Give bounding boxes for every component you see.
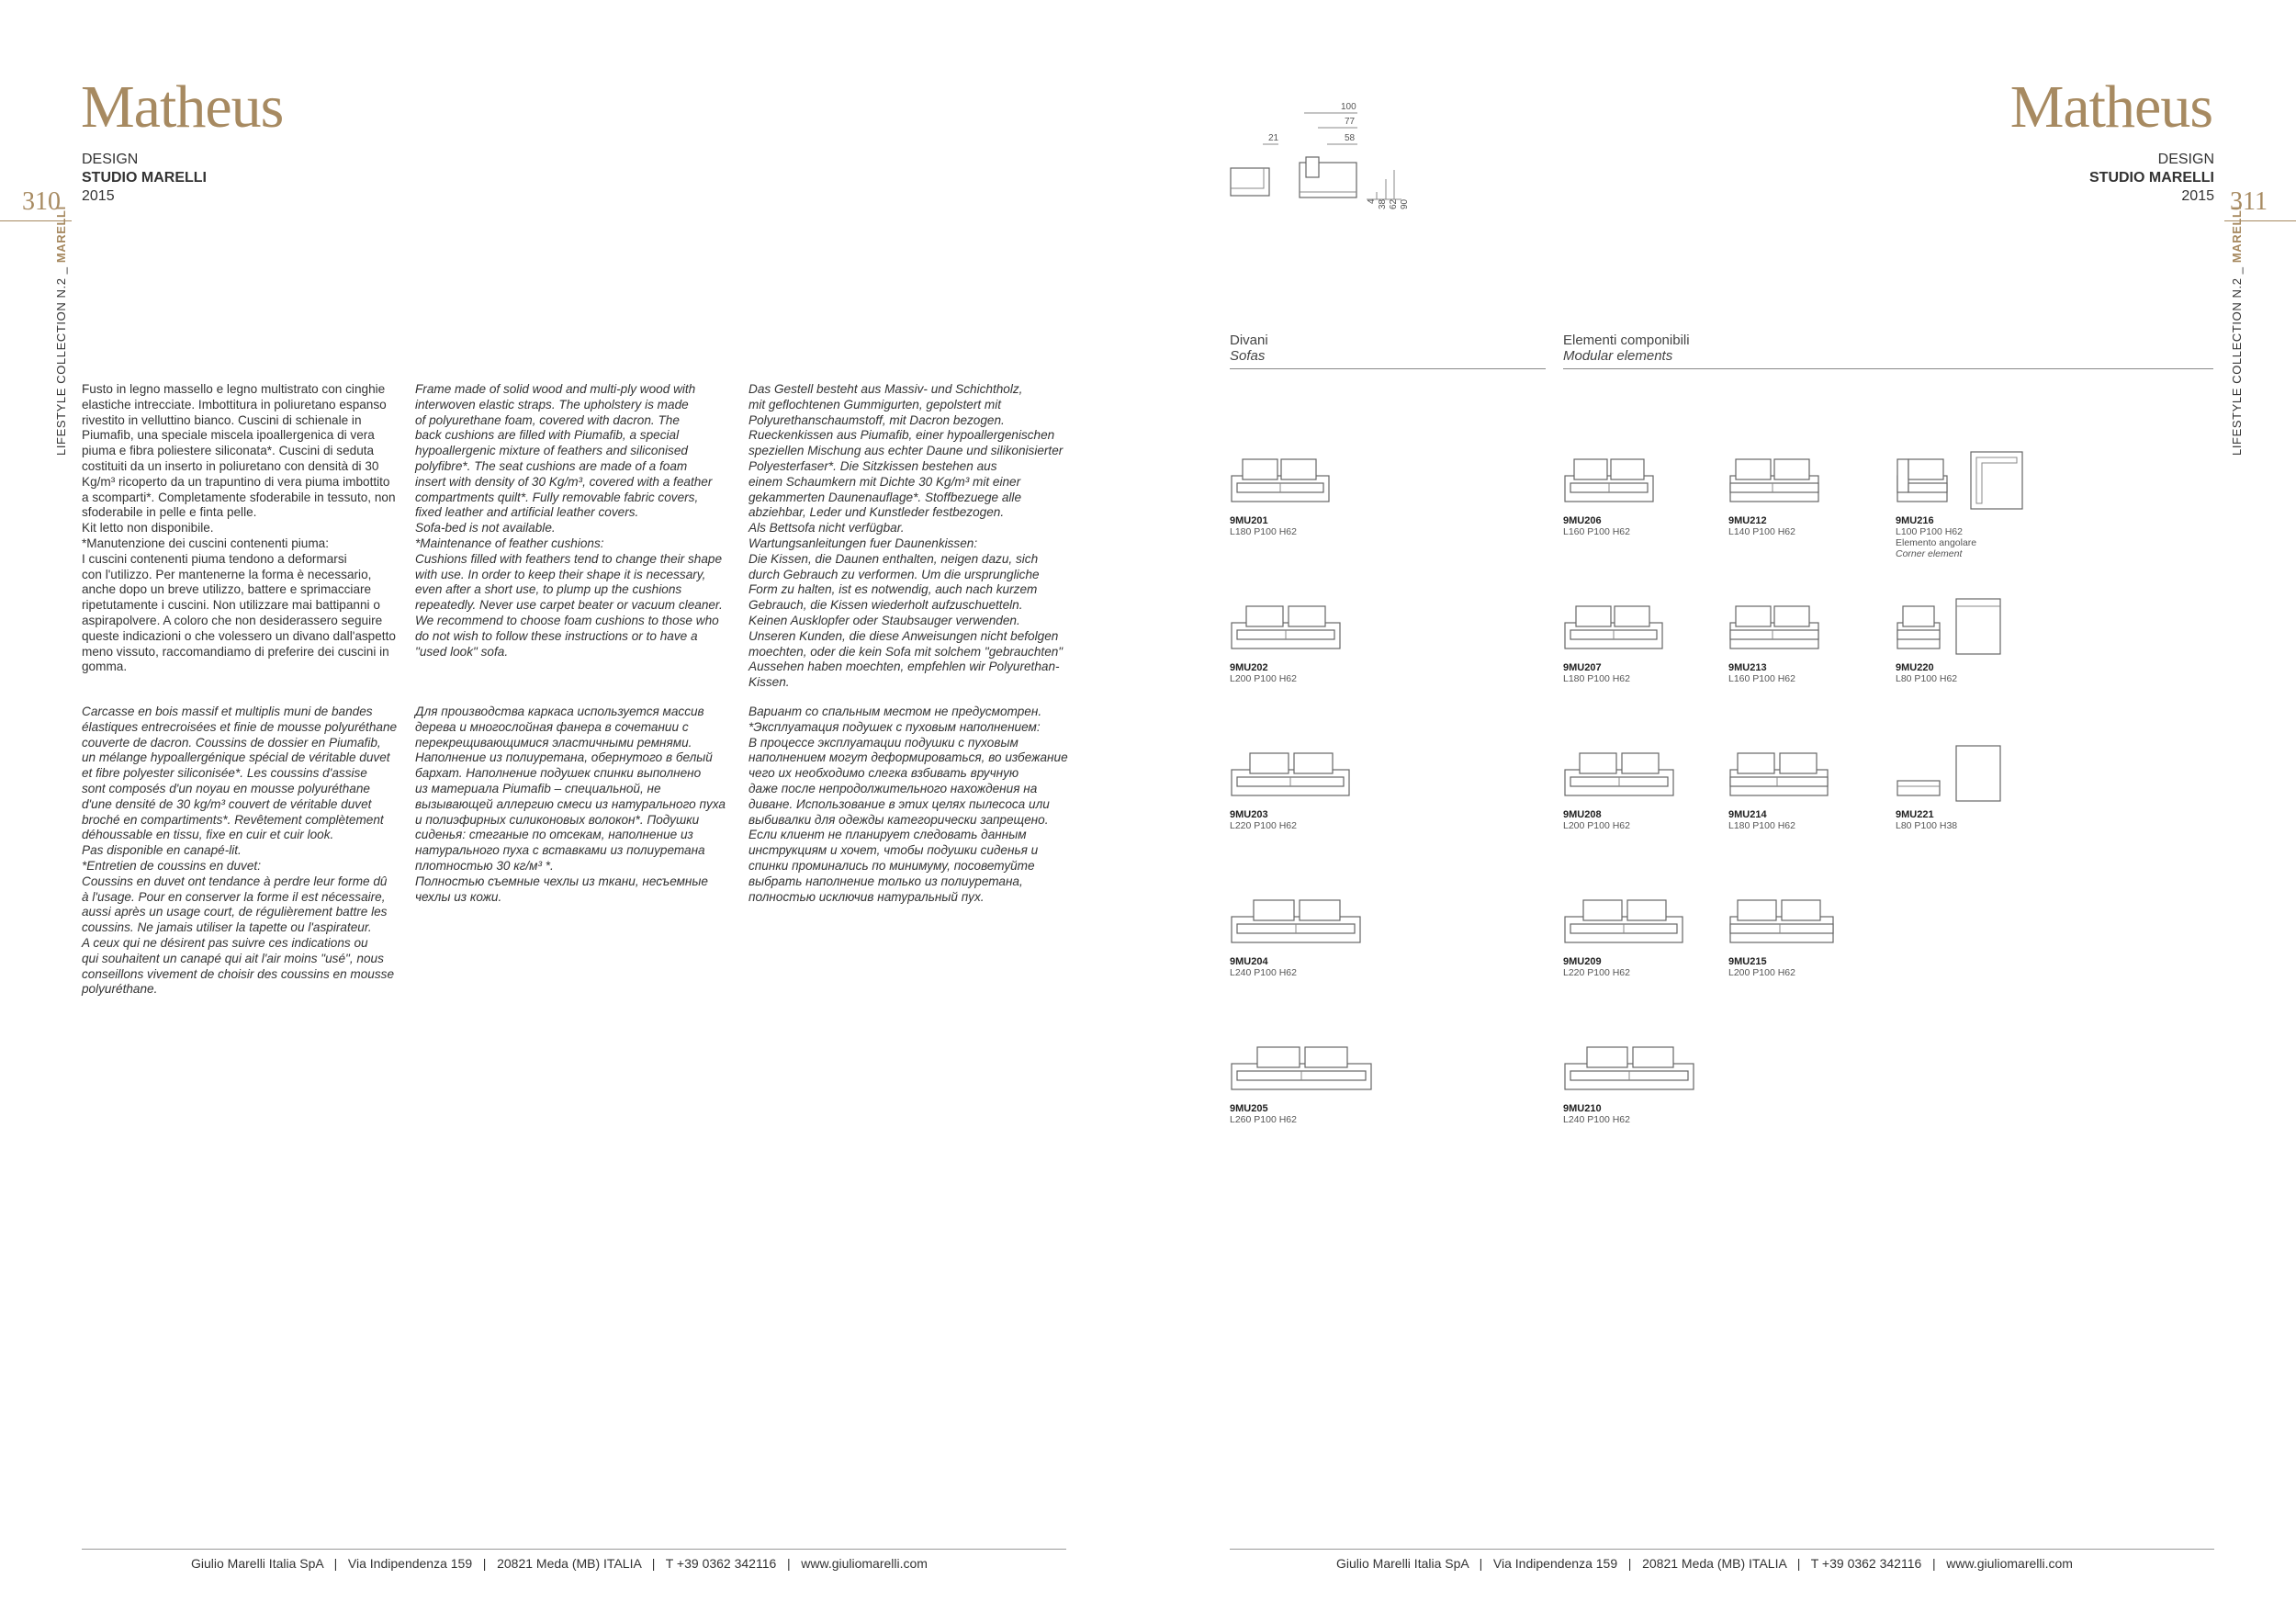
vertical-collection-label-left: LIFESTYLE COLLECTION N.2 _ MARELLI — [54, 206, 68, 456]
sofa-drawing — [1728, 891, 1835, 952]
dim-height-62: 62 — [1389, 198, 1399, 209]
product-code: 9MU202 — [1230, 662, 1268, 673]
product-dims: L220 P100 H62 — [1230, 820, 1297, 831]
product-code: 9MU205 — [1230, 1103, 1268, 1114]
sofa-drawing — [1230, 891, 1364, 952]
product-dims: L200 P100 H62 — [1563, 820, 1630, 831]
sofa-drawing — [1230, 744, 1353, 805]
product-code: 9MU215 — [1728, 956, 1767, 967]
sofa-drawing — [1563, 891, 1686, 952]
product-9MU212 — [1728, 450, 1820, 537]
product-dims: L80 P100 H38 — [1896, 820, 1958, 831]
design-year: 2015 — [82, 188, 115, 204]
dim-height-38: 38 — [1378, 198, 1388, 209]
product-code: 9MU207 — [1563, 662, 1602, 673]
product-9MU220 — [1896, 597, 2006, 684]
armchair-element-drawing — [1896, 597, 2006, 658]
sofa-drawing — [1563, 597, 1664, 658]
product-code: 9MU208 — [1563, 809, 1602, 820]
dim-21: 21 — [1268, 133, 1279, 143]
dim-width-100: 100 — [1341, 102, 1356, 112]
product-dims: L160 P100 H62 — [1728, 673, 1795, 684]
section-heading-modular: Elementi componibili Modular elements — [1563, 333, 1690, 364]
product-subtitle-en: Corner element — [1896, 548, 1963, 559]
product-dims: L160 P100 H62 — [1563, 526, 1630, 537]
product-dims: L180 P100 H62 — [1563, 673, 1630, 684]
sofa-drawing — [1230, 450, 1331, 511]
description-german: Das Gestell besteht aus Massiv- und Schichtholz, mit geflochtenen Gummigurten, gepolstert mit Polyurethanschaumstoff, mit Dacron bezogen. Rueckenkissen aus Piumafib, einer hypoallergenischen speziellen Mischung aus echter Daune und silikonisierter Polyesterfaser*. Die Sitzkissen bestehen aus einem Schaumkern mit Dichte 30 Kg/m³ mit einer gekammerten Daunenauflage*. Stoffbezuege alle abziehbar, Leder und Kunstleder festbezogen. Als Bettsofa nicht verfügbar. Wartungsanleitungen fuer Daunenkissen: Die Kissen, die Daunen enthalten, neigen dazu, sich durch Gebrauch zu verformen. Um die ursprungliche Form zu halten, ist es notwendig, auch nach kurzem Gebrauch, die Kissen wiederholt aufzuschuetteln. Keinen Ausklopfer oder Staubsauger verwenden. Unseren Kunden, die diese Anweisungen nicht befolgen moechten, oder die kein Sofa mit solchem "gebrauchten" Aussehen haben moechten, empfehlen wir Polyurethan- Kissen. — [748, 382, 1064, 690]
description-english: Frame made of solid wood and multi-ply wood with interwoven elastic straps. The upholstery is made of polyurethane foam, covered with dacron. The back cushions are filled with Piumafib, a special hypoallergenic mixture of feathers and siliconised polyfibre*. The seat cushions are made of a foam insert with density of 30 Kg/m³, covered with a feather compartments quilt*. Fully removable fabric covers, fixed leather and artificial leather covers. Sofa-bed is not available. *Maintenance of feather cushions: Cushions filled with feathers tend to change their shape with use. In order to keep their shape it is necessary, even after a short use, to plump up the cushions repeatedly. Never use carpet beater or vacuum cleaner. We recommend to choose foam cushions to those who do not wish to follow these instructions or to have a "used look" sofa. — [415, 382, 723, 659]
sofa-drawing — [1728, 597, 1820, 658]
section-rule-sofas — [1230, 368, 1546, 369]
product-9MU209 — [1563, 891, 1686, 978]
product-dims: L220 P100 H62 — [1563, 967, 1630, 978]
corner-element-drawing — [1896, 450, 2033, 511]
sofa-drawing — [1728, 450, 1820, 511]
product-dims: L200 P100 H62 — [1230, 673, 1297, 684]
sofa-drawing — [1563, 1038, 1697, 1099]
product-code: 9MU204 — [1230, 956, 1268, 967]
product-9MU206 — [1563, 450, 1655, 537]
product-code: 9MU221 — [1896, 809, 1934, 820]
product-code: 9MU203 — [1230, 809, 1268, 820]
product-9MU215 — [1728, 891, 1835, 978]
description-italian: Fusto in legno massello e legno multistrato con cinghie elastiche intrecciate. Imbottitura in poliuretano espanso rivestito in velluttino bianco. Cuscini di schienale in Piumafib, una speciale miscela ipoallergenica di vera piuma e fibra poliestere siliconata*. Cuscini di seduta costituiti da un inserto in poliuretano con densità di 30 Kg/m³ ricoperto da un trapuntino di vera piuma imbottito a scomparti*. Completamente sfoderabile in tessuto, non sfoderabile in pelle e finta pelle. Kit letto non disponibile. *Manutenzione dei cuscini contenenti piuma: I cuscini contenenti piuma tendono a deformarsi con l'utilizzo. Per mantenerne la forma è necessario, anche dopo un breve utilizzo, battere e sprimacciare ripetutamente i cuscini. Non utilizzare mai battipanni o aspirapolvere. A coloro che non desiderassero seguire queste indicazioni o che volessero un divano dall'aspetto meno vissuto, raccomandiamo di preferire dei cuscini in gomma. — [82, 382, 396, 674]
vertical-collection-label-right: LIFESTYLE COLLECTION N.2 _ MARELLI — [2230, 206, 2244, 456]
sofa-drawing — [1728, 744, 1829, 805]
product-dims: L200 P100 H62 — [1728, 967, 1795, 978]
product-code: 9MU213 — [1728, 662, 1767, 673]
product-subtitle-it: Elemento angolare — [1896, 537, 1977, 548]
product-code: 9MU216 — [1896, 515, 1934, 526]
sofa-drawing — [1563, 744, 1677, 805]
product-dims: L240 P100 H62 — [1230, 967, 1297, 978]
dim-height-90: 90 — [1400, 198, 1410, 209]
dim-58: 58 — [1345, 133, 1356, 143]
sofa-drawing — [1563, 450, 1655, 511]
page-number-right: 311 — [2230, 187, 2268, 216]
product-9MU207 — [1563, 597, 1664, 684]
footer-rule-left — [82, 1549, 1066, 1550]
product-code: 9MU209 — [1563, 956, 1602, 967]
product-9MU202 — [1230, 597, 1344, 684]
page-title-right: Matheus — [2009, 73, 2212, 141]
product-9MU208 — [1563, 744, 1677, 831]
product-dims: L260 P100 H62 — [1230, 1114, 1297, 1125]
page-number-left: 310 — [22, 187, 61, 216]
product-dims: L100 P100 H62 — [1896, 526, 1963, 537]
pouf-element-drawing — [1896, 744, 2006, 805]
product-dims: L140 P100 H62 — [1728, 526, 1795, 537]
product-code: 9MU210 — [1563, 1103, 1602, 1114]
description-russian-maintenance: Вариант со спальным местом не предусмотрен. *Эксплуатация подушек с пуховым наполнением: В процессе эксплуатации подушки с пуховым наполнением могут деформироваться, во избежание чего их необходимо слегка взбивать вручную даже после непродолжительного нахождения на диване. Использование в этих целях пылесоса или выбивалки для одежды категорически запрещено. Если клиент не планирует следовать данным инструкциям и хочет, чтобы подушки сиденья и спинки проминались по минимуму, посоветуйте выбрать наполнение только из полиуретана, полностью исключив натуральный пух. — [748, 705, 1068, 904]
product-9MU216 — [1896, 450, 2033, 559]
product-dims: L80 P100 H62 — [1896, 673, 1958, 684]
footer-contact-right: Giulio Marelli Italia SpA | Via Indipendenza 159 | 20821 Meda (MB) ITALIA | T +39 0362 342116 | www.giuliomarelli.com — [1336, 1556, 2073, 1571]
product-9MU201 — [1230, 450, 1331, 537]
product-9MU204 — [1230, 891, 1364, 978]
product-code: 9MU206 — [1563, 515, 1602, 526]
product-code: 9MU220 — [1896, 662, 1934, 673]
sofa-drawing — [1230, 1038, 1375, 1099]
product-code: 9MU212 — [1728, 515, 1767, 526]
page-title-left: Matheus — [81, 73, 284, 141]
footer-contact-left: Giulio Marelli Italia SpA | Via Indipendenza 159 | 20821 Meda (MB) ITALIA | T +39 0362 342116 | www.giuliomarelli.com — [191, 1556, 928, 1571]
product-9MU203 — [1230, 744, 1353, 831]
design-credit-right — [2089, 151, 2214, 206]
dim-77: 77 — [1345, 117, 1356, 127]
design-label: DESIGN — [82, 152, 139, 167]
product-dims: L180 P100 H62 — [1230, 526, 1297, 537]
description-french: Carcasse en bois massif et multiplis muni de bandes élastiques entrecroisées et finie de mousse polyuréthane couverte de dacron. Coussins de dossier en Piumafib, un mélange hypoallergénique spécial de véritable duvet et fibre polyester siliconisée*. Les coussins d'assise sont composés d'un noyau en mousse polyuréthane d'une densité de 30 kg/m³ couvert de véritable duvet broché en compartiments*. Revêtement complètement déhoussable en tissu, fixe en cuir et cuir look. Pas disponible en canapé-lit. *Entretien de coussins en duvet: Coussins en duvet ont tendance à perdre leur forme dû à l'usage. Pour en conserver la forme il est nécessaire, aussi après un usage court, de régulièrement battre les coussins. Ne jamais utiliser la tapette ou l'aspirateur. A ceux qui ne désirent pas suivre ces indications ou qui souhaitent un canapé qui ait l'air moins "usé", nous conseillons vivement de choisir des coussins en mousse polyuréthane. — [82, 705, 398, 997]
design-credit-left — [82, 151, 207, 206]
designer-name: STUDIO MARELLI — [2089, 170, 2214, 186]
product-9MU213 — [1728, 597, 1820, 684]
product-9MU205 — [1230, 1038, 1375, 1125]
designer-name: STUDIO MARELLI — [82, 170, 207, 186]
product-dims: L240 P100 H62 — [1563, 1114, 1630, 1125]
product-9MU214 — [1728, 744, 1829, 831]
section-rule-modular — [1563, 368, 2213, 369]
product-code: 9MU214 — [1728, 809, 1767, 820]
product-code: 9MU201 — [1230, 515, 1268, 526]
product-9MU221 — [1896, 744, 2006, 831]
product-dims: L180 P100 H62 — [1728, 820, 1795, 831]
dim-height-4: 4 — [1367, 198, 1377, 204]
sofa-drawing — [1230, 597, 1344, 658]
product-9MU210 — [1563, 1038, 1697, 1125]
design-label: DESIGN — [2157, 152, 2214, 167]
footer-rule-right — [1230, 1549, 2214, 1550]
description-russian: Для производства каркаса используется массив дерева и многослойная фанера в сочетании с перекрещивающимися эластичными ремнями. Наполнение из полиуретана, обернутого в белый бархат. Наполнение подушек спинки выполнено из материала Piumafib – специальной, не вызывающей аллергию смеси из натурального пуха и полиэфирных силиконовых волокон*. Подушки сиденья: стеганые по отсекам, наполнение из натурального пуха с вставками из полиуретана плотностью 30 кг/м³ *. Полностью съемные чехлы из ткани, несъемные чехлы из кожи. — [415, 705, 726, 904]
design-year: 2015 — [2181, 188, 2214, 204]
section-heading-sofas: Divani Sofas — [1230, 333, 1268, 364]
